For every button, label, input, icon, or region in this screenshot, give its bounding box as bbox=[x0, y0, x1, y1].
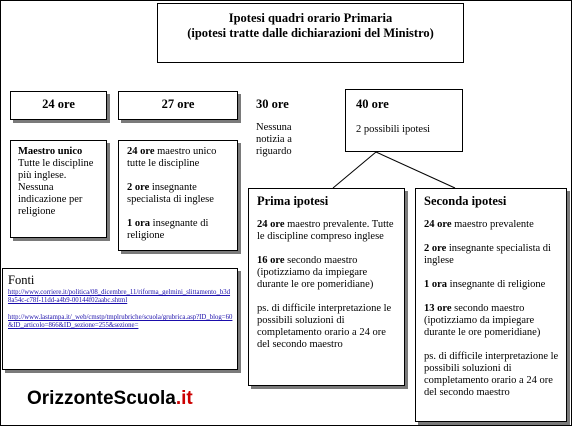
header-24-ore-label: 24 ore bbox=[42, 97, 75, 111]
content-24-ore bbox=[10, 140, 107, 238]
maestro-unico-label: Maestro unico bbox=[18, 146, 83, 157]
content-27-ore bbox=[118, 140, 238, 251]
p-27-3 bbox=[127, 218, 232, 242]
logo-suffix: .it bbox=[175, 388, 193, 409]
bold-prima-2: 16 ore bbox=[257, 255, 285, 266]
title-line1: Ipotesi quadri orario Primaria bbox=[228, 11, 393, 25]
p-seconda-4 bbox=[424, 303, 562, 339]
text-30-ore: Nessuna notizia a riguardo bbox=[256, 122, 292, 157]
text-27-2: insegnante specialista di inglese bbox=[127, 182, 214, 205]
bold-27-2: 2 ore bbox=[127, 182, 150, 193]
connector-seconda bbox=[376, 152, 455, 188]
text-24-ore: Tutte le discipline più inglese. Nessuna indicazione per religione bbox=[18, 158, 94, 217]
prima-ipotesi-header: Prima ipotesi bbox=[257, 194, 329, 208]
text-seconda-2: insegnante specialista di inglese bbox=[424, 243, 551, 266]
text-seconda-4: secondo maestro (ipotizziamo da impiegare durante le ore pomeridiane) bbox=[424, 303, 541, 338]
text-seconda-3: insegnante di religione bbox=[447, 279, 546, 290]
header-27-ore bbox=[118, 91, 238, 120]
p-seconda-1 bbox=[424, 219, 562, 231]
box-40-ore bbox=[345, 89, 463, 152]
bold-seconda-4: 13 ore bbox=[424, 303, 452, 314]
header-40-ore-label: 40 ore bbox=[356, 97, 389, 111]
connector-prima bbox=[333, 152, 376, 188]
text-27-1: maestro unico tutte le discipline bbox=[127, 146, 217, 169]
text-seconda-1: maestro prevalente bbox=[451, 219, 534, 230]
title-box bbox=[157, 3, 464, 63]
fonti-box bbox=[2, 268, 238, 370]
box-30-ore bbox=[248, 90, 320, 167]
logo-main: OrizzonteScuola bbox=[27, 388, 176, 409]
fonti-link-lastampa[interactable]: http://www.lastampa.it/_web/cmstp/tmplrubriche/scuola/grubrica.asp?ID_blog=60&ID_articolo=866&ID_sezione=255&sezione= bbox=[8, 314, 233, 329]
bold-seconda-1: 24 ore bbox=[424, 219, 452, 230]
fonti-title: Fonti bbox=[8, 273, 35, 287]
text-27-3: insegnante di religione bbox=[127, 218, 209, 241]
p-27-2 bbox=[127, 182, 232, 206]
p-prima-2 bbox=[257, 255, 400, 291]
header-24-ore bbox=[10, 91, 107, 120]
text-prima-2: secondo maestro (ipotizziamo da impiegare durante le ore pomeridiane) bbox=[257, 255, 374, 290]
p-seconda-2 bbox=[424, 243, 562, 267]
p-seconda-5: ps. di difficile interpretazione le possibili soluzioni di completamento orario a 24 ore del secondo maestro bbox=[424, 351, 559, 398]
orizzontescuola-logo bbox=[27, 388, 193, 410]
p-27-1 bbox=[127, 146, 232, 170]
header-27-ore-label: 27 ore bbox=[161, 97, 195, 111]
p-seconda-3 bbox=[424, 279, 562, 291]
fonti-link-corriere[interactable]: http://www.corriere.it/politica/08_dicembre_11/riforma_gelmini_slittamento_b3d8a54c-c78f-11dd-a4b9-00144f02aabc.shtml bbox=[8, 289, 231, 304]
seconda-ipotesi-header: Seconda ipotesi bbox=[424, 194, 507, 208]
bold-27-3: 1 ora bbox=[127, 218, 151, 229]
bold-27-1: 24 ore bbox=[127, 146, 155, 157]
prima-ipotesi-box bbox=[248, 188, 405, 386]
header-30-ore-label: 30 ore bbox=[256, 97, 289, 111]
bold-seconda-3: 1 ora bbox=[424, 279, 448, 290]
title-line2: (ipotesi tratte dalle dichiarazioni del Ministro) bbox=[187, 26, 434, 40]
seconda-ipotesi-box bbox=[415, 188, 567, 422]
p-prima-1 bbox=[257, 219, 400, 243]
p-prima-3: ps. di difficile interpretazione le possibili soluzioni di completamento orario a 24 ore del secondo maestro bbox=[257, 303, 392, 350]
bold-seconda-2: 2 ore bbox=[424, 243, 447, 254]
text-40-ore: 2 possibili ipotesi bbox=[356, 124, 431, 135]
text-prima-1: maestro prevalente. Tutte le discipline compreso inglese bbox=[257, 219, 394, 242]
bold-prima-1: 24 ore bbox=[257, 219, 285, 230]
